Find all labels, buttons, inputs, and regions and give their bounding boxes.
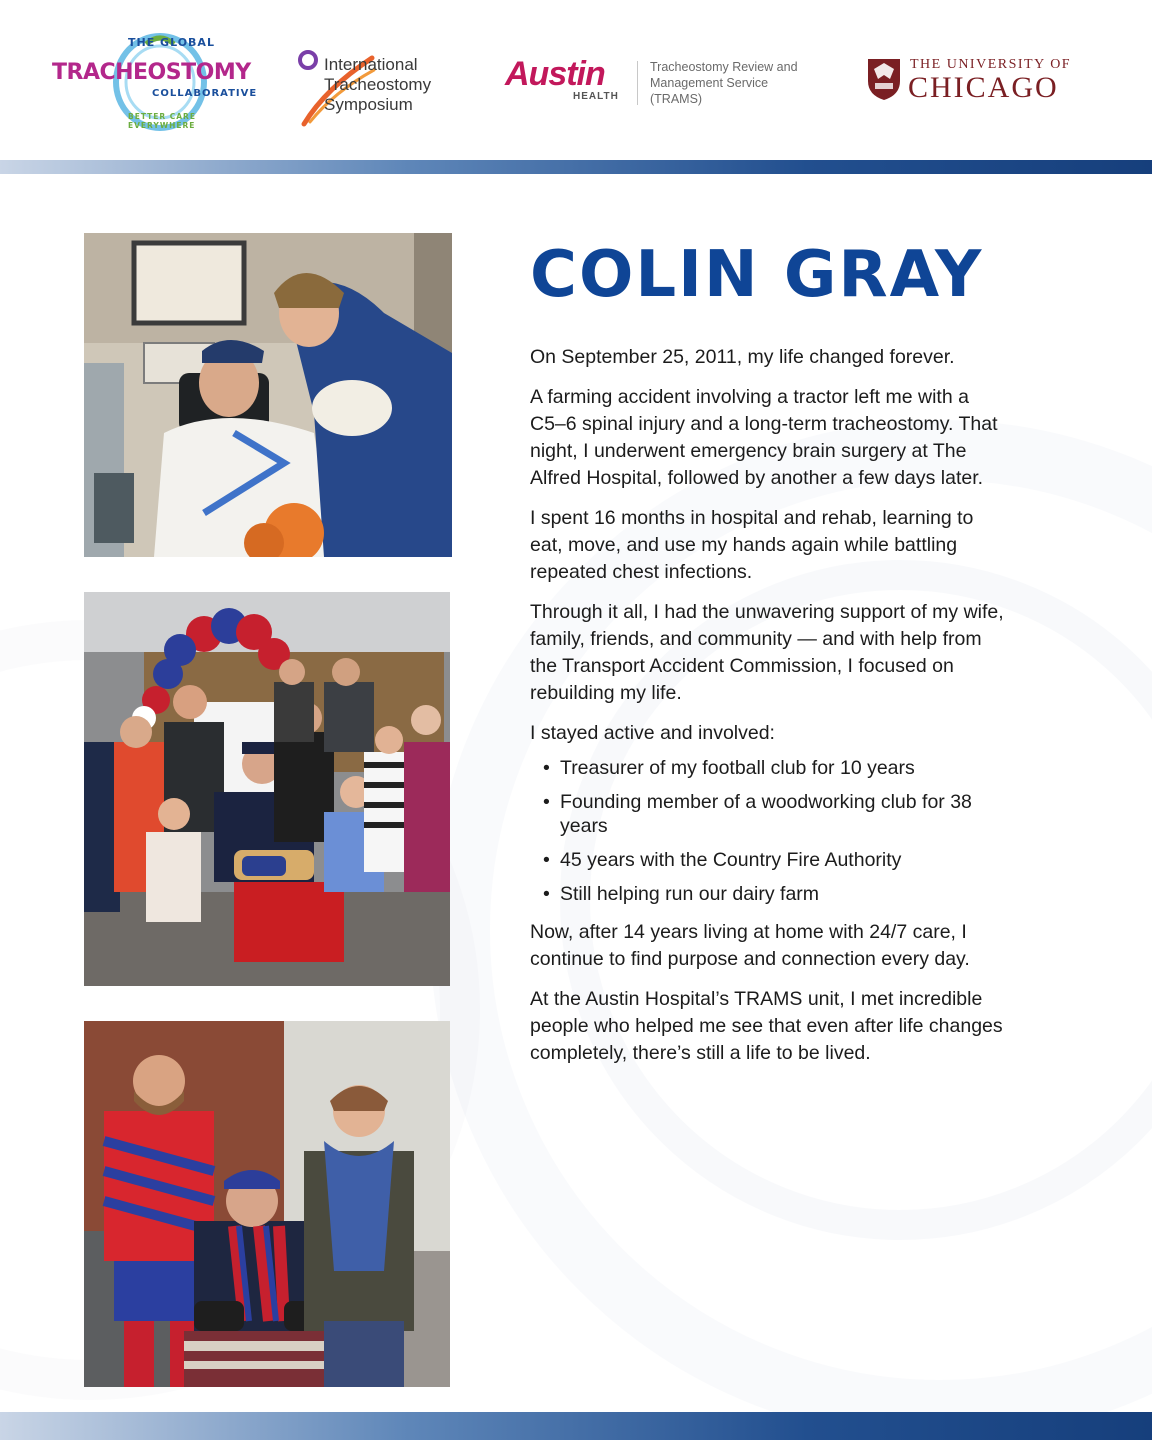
story-paragraph-5: At the Austin Hospital’s TRAMS unit, I met incredible people who helped me see that even after life changes completely, there’s still a life to be lived. [530,988,1003,1064]
story-intro: On September 25, 2011, my life changed forever. [530,346,955,368]
trams-line-3: (TRAMS) [650,92,703,106]
logo-divider [637,61,638,105]
photo-hospital-bedside [84,233,452,557]
story-paragraph-1: A farming accident involving a tractor left me with a C5–6 spinal injury and a long-term tracheostomy. That night, I underwent emergency brain surgery at The Alfred Hospital, followed by another a few days later. [530,386,998,489]
international-tracheostomy-symposium-logo [296,42,466,122]
austin-health-trams-logo [505,55,835,110]
uchicago-main-text: CHICAGO [908,71,1059,104]
gtc-main-text: TRACHEOSTOMY [52,60,251,85]
its-line-3: Symposium [324,95,413,114]
austin-health-text: HEALTH [573,91,619,102]
uchicago-top-text: THE UNIVERSITY OF [910,57,1072,72]
trams-line-2: Management Service [650,76,769,90]
story-list-intro: I stayed active and involved: [530,722,775,744]
story-paragraph-4: Now, after 14 years living at home with 24/7 care, I continue to find purpose and connection every day. [530,921,970,970]
photo-football-club [84,1021,450,1387]
story-paragraph-2: I spent 16 months in hospital and rehab, learning to eat, move, and use my hands again while battling repeated chest infections. [530,507,974,583]
list-item: • Founding member of a woodworking club for 38 years [560,790,1010,838]
activities-list [530,756,1010,906]
page-title: COLIN GRAY [530,238,984,312]
gtc-bottom-text: COLLABORATIVE [152,88,258,99]
photo-family-group [84,592,450,986]
its-line-2: Tracheostomy [324,75,432,94]
gtc-tagline: BETTER CARE EVERYWHERE [128,112,196,130]
global-tracheostomy-collaborative-logo [50,30,260,140]
list-item: • Still helping run our dairy farm [560,882,1010,906]
university-of-chicago-logo [866,55,1086,105]
austin-wordmark: Austin [505,55,605,93]
gtc-top-text: THE GLOBAL [128,36,215,49]
header-band [0,160,1152,174]
trams-line-1: Tracheostomy Review and [650,60,798,74]
its-line-1: International [324,55,418,74]
list-item: • 45 years with the Country Fire Authority [560,848,1010,872]
story-paragraph-3: Through it all, I had the unwavering support of my wife, family, friends, and community — and with help from the Transport Accident Commission, I focused on rebuilding my life. [530,601,1004,704]
list-item: • Treasurer of my football club for 10 years [560,756,1010,780]
footer-band [0,1412,1152,1440]
story-body [530,344,1010,1080]
uchicago-crest-icon [866,57,902,101]
logo-header [0,0,1152,160]
